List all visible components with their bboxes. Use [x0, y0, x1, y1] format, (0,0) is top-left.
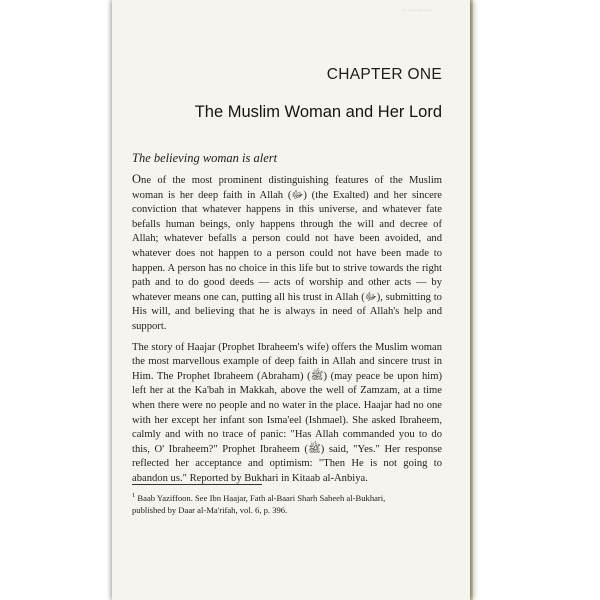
footnote-line-1: Baab Yaziffoon. See Ibn Haajar, Fath al-Baari Sharh Saheeh al-Bukhari,: [137, 492, 386, 503]
chapter-label: CHAPTER ONE: [326, 66, 442, 83]
footnote-divider: [132, 484, 262, 485]
show-through-text: ~~~~~~: [402, 6, 434, 15]
body-text: [132, 172, 442, 492]
footnote-marker: 1: [132, 492, 136, 499]
book-page: [112, 0, 470, 600]
footnote-line-2: published by Daar al-Ma'rifah, vol. 6, p. 396.: [132, 504, 288, 515]
section-heading: The believing woman is alert: [132, 151, 278, 165]
chapter-title: The Muslim Woman and Her Lord: [194, 103, 442, 121]
paragraph-2: The story of Haajar (Prophet Ibraheem's wife) offers the Muslim woman the most marvellous example of deep faith in Allah and sincere trust in Him. The Prophet Ibraheem (Abraham) (ﷺ) (may peace be upon him) left her at the Ka'bah in Makkah, above the well of Zamzam, at a time when there were no people and no water in the place. Haajar had no one with her except her infant son Isma'eel (Ishmael). She asked Ibraheem, calmly and with no trace of panic: "Has Allah commanded you to do this, O' Ibraheem?" Prophet Ibraheem (ﷺ) said, "Yes." Her response reflected her acceptance and optimism: "Then He is not going to abandon us." Reported by Bukhari in Kitaab al-Anbiya.: [132, 341, 442, 484]
footnote: [132, 490, 442, 516]
paragraph-1: One of the most prominent distinguishing features of the Muslim woman is her deep faith in Allah (ﷻ) (the Exalted) and her sincere conviction that whatever happens in this universe, and whatever fate befalls human beings, only happens through the will and decree of Allah; whatever befalls a person could not have been avoided, and whatever does not happen to a person could not have been made to happen. A person has no choice in this life but to strive towards the right path and to do good deeds — acts of worship and other acts — by whatever means one can, putting all his trust in Allah (ﷻ), submitting to His will, and believing that he is always in need of Allah's help and support.: [132, 172, 442, 332]
